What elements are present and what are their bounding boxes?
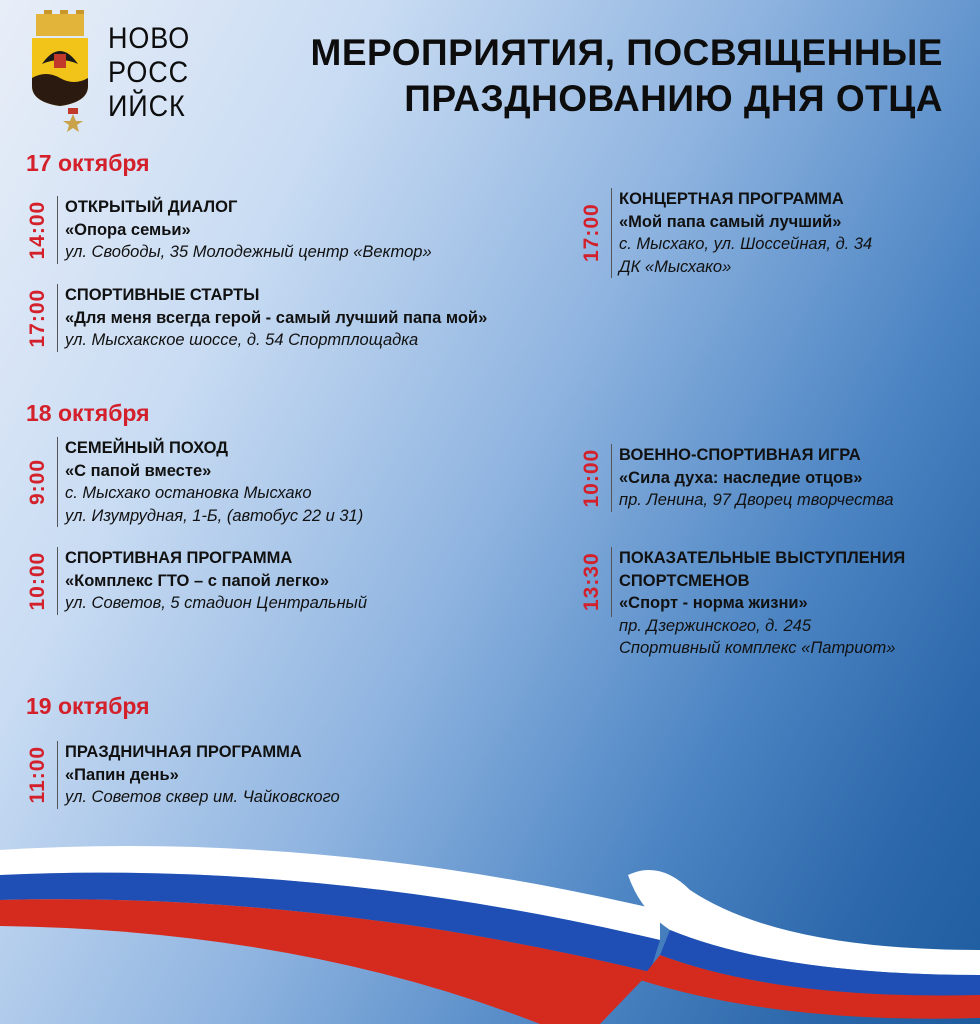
- event-title: ОТКРЫТЫЙ ДИАЛОГ: [65, 198, 238, 216]
- coat-of-arms-logo: [28, 10, 100, 132]
- event-subtitle: «Для меня всегда герой - самый лучший папа мой»: [65, 308, 488, 327]
- event-address: ул. Советов, 5 стадион Центральный: [65, 594, 367, 612]
- event-subtitle: «Сила духа: наследие отцов»: [619, 468, 863, 487]
- event-address: пр. Ленина, 97 Дворец творчества: [619, 491, 894, 509]
- event-title: ПРАЗДНИЧНАЯ ПРОГРАММА: [65, 743, 302, 761]
- divider: [57, 196, 58, 264]
- event-address: с. Мысхако остановка Мысхако: [65, 484, 312, 502]
- event-subtitle: «Комплекс ГТО – с папой легко»: [65, 571, 330, 590]
- event-address: ДК «Мысхако»: [619, 257, 732, 276]
- page-title: МЕРОПРИЯТИЯ, ПОСВЯЩЕННЫЕ ПРАЗДНОВАНИЮ ДНЯ ОТЦА: [310, 32, 943, 119]
- event-title: СПОРТИВНЫЕ СТАРТЫ: [65, 286, 260, 304]
- russian-flag-ribbon: [0, 830, 980, 1024]
- divider: [57, 437, 58, 527]
- day-heading: 19 октября: [26, 693, 150, 719]
- event-time: 13:30: [580, 552, 603, 612]
- event-title: ВОЕННО-СПОРТИВНАЯ ИГРА: [619, 446, 861, 464]
- event-time: 10:00: [580, 448, 603, 508]
- event-item: [26, 547, 367, 615]
- event-item: [26, 284, 487, 352]
- divider: [611, 444, 612, 512]
- event-title: КОНЦЕРТНАЯ ПРОГРАММА: [619, 190, 844, 208]
- event-address: ул. Мысхакское шоссе, д. 54 Спортплощадка: [65, 331, 419, 349]
- event-address: пр. Дзержинского, д. 245: [619, 616, 811, 635]
- event-address: Спортивный комплекс «Патриот»: [619, 639, 896, 657]
- event-address: с. Мысхако, ул. Шоссейная, д. 34: [619, 235, 873, 253]
- event-title: ПОКАЗАТЕЛЬНЫЕ ВЫСТУПЛЕНИЯ СПОРТСМЕНОВ: [619, 549, 906, 590]
- event-time: 17:00: [26, 288, 49, 348]
- day-heading: 17 октября: [26, 150, 150, 176]
- event-item: [26, 196, 432, 264]
- event-title: СПОРТИВНАЯ ПРОГРАММА: [65, 549, 293, 567]
- event-time: 10:00: [26, 551, 49, 611]
- event-subtitle: «С папой вместе»: [65, 461, 212, 480]
- divider: [57, 547, 58, 615]
- event-subtitle: «Опора семьи»: [65, 220, 191, 239]
- event-item: [580, 444, 894, 512]
- event-subtitle: «Папин день»: [65, 765, 179, 784]
- day-heading: 18 октября: [26, 400, 150, 426]
- event-address: ул. Советов сквер им. Чайковского: [65, 788, 340, 806]
- event-item: [580, 188, 872, 278]
- event-subtitle: «Мой папа самый лучший»: [619, 212, 842, 231]
- event-item: [26, 741, 340, 809]
- event-address: ул. Свободы, 35 Молодежный центр «Вектор»: [65, 243, 432, 261]
- event-address: ул. Изумрудная, 1-Б, (автобус 22 и 31): [65, 506, 364, 525]
- divider: [57, 741, 58, 809]
- divider: [611, 188, 612, 278]
- event-item: [580, 547, 959, 660]
- divider: [611, 547, 612, 617]
- event-subtitle: «Спорт - норма жизни»: [619, 594, 808, 612]
- divider: [57, 284, 58, 352]
- event-time: 17:00: [580, 203, 603, 263]
- event-item: [26, 437, 363, 527]
- event-title: СЕМЕЙНЫЙ ПОХОД: [65, 439, 229, 457]
- logo-wordmark: НОВО РОСС ИЙСК: [108, 22, 191, 123]
- event-time: 14:00: [26, 200, 49, 260]
- event-time: 11:00: [26, 745, 49, 804]
- event-time: 9:00: [26, 458, 49, 506]
